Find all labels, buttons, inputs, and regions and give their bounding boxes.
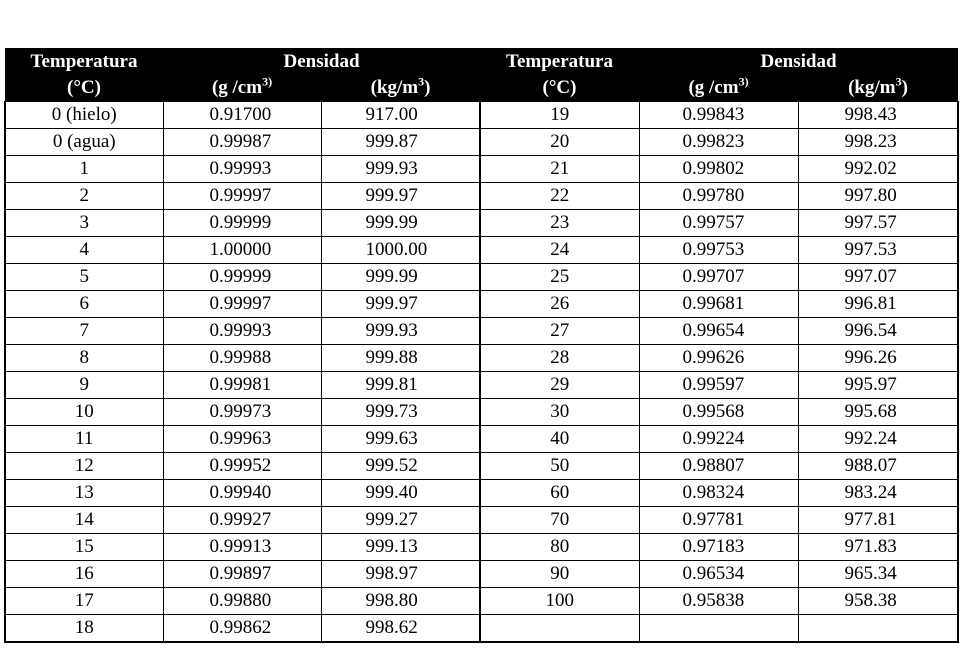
density-kgm-cell: 996.81 bbox=[798, 291, 958, 318]
density-gcm-cell: 0.99757 bbox=[639, 210, 798, 237]
temp-cell: 70 bbox=[480, 507, 639, 534]
density-gcm-cell: 0.98324 bbox=[639, 480, 798, 507]
temp-cell: 26 bbox=[480, 291, 639, 318]
temp-cell: 8 bbox=[5, 345, 163, 372]
density-kgm-cell: 999.27 bbox=[321, 507, 480, 534]
temp-cell: 7 bbox=[5, 318, 163, 345]
density-kgm-cell: 995.97 bbox=[798, 372, 958, 399]
density-kgm-cell: 998.23 bbox=[798, 129, 958, 156]
temp-cell: 25 bbox=[480, 264, 639, 291]
table-row bbox=[5, 372, 958, 399]
density-table-container bbox=[4, 48, 957, 643]
density-gcm-cell: 0.99988 bbox=[163, 345, 321, 372]
density-gcm-cell: 0.99802 bbox=[639, 156, 798, 183]
density-kgm-cell: 997.07 bbox=[798, 264, 958, 291]
density-kgm-cell: 999.81 bbox=[321, 372, 480, 399]
temp-cell: 100 bbox=[480, 588, 639, 615]
temp-cell: 15 bbox=[5, 534, 163, 561]
temp-cell: 28 bbox=[480, 345, 639, 372]
temp-cell: 12 bbox=[5, 453, 163, 480]
density-kgm-cell: 992.02 bbox=[798, 156, 958, 183]
density-kgm-cell: 998.62 bbox=[321, 615, 480, 643]
density-gcm-cell: 0.99897 bbox=[163, 561, 321, 588]
density-kgm-cell: 977.81 bbox=[798, 507, 958, 534]
table-row bbox=[5, 129, 958, 156]
density-gcm-cell: 0.99927 bbox=[163, 507, 321, 534]
table-row bbox=[5, 345, 958, 372]
density-gcm-cell: 1.00000 bbox=[163, 237, 321, 264]
density-kgm-cell: 992.24 bbox=[798, 426, 958, 453]
temp-cell: 18 bbox=[5, 615, 163, 643]
density-gcm-cell: 0.99626 bbox=[639, 345, 798, 372]
density-gcm-cell: 0.99880 bbox=[163, 588, 321, 615]
density-kgm-cell: 1000.00 bbox=[321, 237, 480, 264]
table-row bbox=[5, 183, 958, 210]
table-row bbox=[5, 480, 958, 507]
density-gcm-cell: 0.99993 bbox=[163, 156, 321, 183]
temp-cell: 14 bbox=[5, 507, 163, 534]
header-temperature-left: Temperatura bbox=[5, 48, 163, 75]
density-kgm-cell: 971.83 bbox=[798, 534, 958, 561]
temp-cell: 3 bbox=[5, 210, 163, 237]
density-gcm-cell bbox=[639, 615, 798, 643]
density-gcm-cell: 0.99973 bbox=[163, 399, 321, 426]
table-row bbox=[5, 453, 958, 480]
density-kgm-cell: 997.80 bbox=[798, 183, 958, 210]
density-kgm-cell: 995.68 bbox=[798, 399, 958, 426]
temp-cell: 21 bbox=[480, 156, 639, 183]
density-gcm-cell: 0.91700 bbox=[163, 102, 321, 129]
density-kgm-cell: 997.53 bbox=[798, 237, 958, 264]
density-kgm-cell: 998.97 bbox=[321, 561, 480, 588]
temp-cell: 90 bbox=[480, 561, 639, 588]
density-gcm-cell: 0.99913 bbox=[163, 534, 321, 561]
density-gcm-cell: 0.99224 bbox=[639, 426, 798, 453]
density-kgm-cell: 917.00 bbox=[321, 102, 480, 129]
header-temp-unit-right: (°C) bbox=[480, 75, 639, 102]
table-row bbox=[5, 615, 958, 643]
table-header bbox=[5, 48, 958, 102]
density-kgm-cell bbox=[798, 615, 958, 643]
density-gcm-cell: 0.99999 bbox=[163, 210, 321, 237]
density-gcm-cell: 0.99780 bbox=[639, 183, 798, 210]
density-gcm-cell: 0.96534 bbox=[639, 561, 798, 588]
table-row bbox=[5, 399, 958, 426]
density-gcm-cell: 0.99862 bbox=[163, 615, 321, 643]
table-row bbox=[5, 507, 958, 534]
density-kgm-cell: 999.97 bbox=[321, 291, 480, 318]
density-gcm-cell: 0.99997 bbox=[163, 291, 321, 318]
temp-cell: 4 bbox=[5, 237, 163, 264]
temp-cell: 1 bbox=[5, 156, 163, 183]
temp-cell: 0 (agua) bbox=[5, 129, 163, 156]
density-kgm-cell: 999.63 bbox=[321, 426, 480, 453]
table-row bbox=[5, 561, 958, 588]
temp-cell: 11 bbox=[5, 426, 163, 453]
temp-cell: 50 bbox=[480, 453, 639, 480]
density-kgm-cell: 999.97 bbox=[321, 183, 480, 210]
temp-cell: 2 bbox=[5, 183, 163, 210]
temp-cell: 80 bbox=[480, 534, 639, 561]
density-gcm-cell: 0.99654 bbox=[639, 318, 798, 345]
density-gcm-cell: 0.99952 bbox=[163, 453, 321, 480]
density-gcm-cell: 0.99707 bbox=[639, 264, 798, 291]
temp-cell: 6 bbox=[5, 291, 163, 318]
header-kgm-unit-left: $(kg/m^3)$ bbox=[321, 75, 480, 102]
temp-cell: 17 bbox=[5, 588, 163, 615]
temp-cell: 13 bbox=[5, 480, 163, 507]
density-kgm-cell: 996.26 bbox=[798, 345, 958, 372]
density-gcm-cell: 0.99823 bbox=[639, 129, 798, 156]
table-row bbox=[5, 102, 958, 129]
temp-cell: 16 bbox=[5, 561, 163, 588]
density-kgm-cell: 999.87 bbox=[321, 129, 480, 156]
table-row bbox=[5, 291, 958, 318]
density-kgm-cell: 999.13 bbox=[321, 534, 480, 561]
density-gcm-cell: 0.98807 bbox=[639, 453, 798, 480]
density-gcm-cell: 0.97781 bbox=[639, 507, 798, 534]
density-kgm-cell: 965.34 bbox=[798, 561, 958, 588]
density-kgm-cell: 999.88 bbox=[321, 345, 480, 372]
density-kgm-cell: 983.24 bbox=[798, 480, 958, 507]
density-kgm-cell: 999.99 bbox=[321, 264, 480, 291]
density-kgm-cell: 999.93 bbox=[321, 156, 480, 183]
table-body bbox=[5, 102, 958, 643]
table-row bbox=[5, 318, 958, 345]
density-kgm-cell: 988.07 bbox=[798, 453, 958, 480]
header-kgm-unit-right: $(kg/m^3)$ bbox=[798, 75, 958, 102]
header-temp-unit-left: (°C) bbox=[5, 75, 163, 102]
density-kgm-cell: 999.93 bbox=[321, 318, 480, 345]
density-gcm-cell: 0.95838 bbox=[639, 588, 798, 615]
density-gcm-cell: 0.99963 bbox=[163, 426, 321, 453]
temp-cell: 10 bbox=[5, 399, 163, 426]
table-row bbox=[5, 156, 958, 183]
temp-cell: 40 bbox=[480, 426, 639, 453]
density-kgm-cell: 998.43 bbox=[798, 102, 958, 129]
temp-cell: 29 bbox=[480, 372, 639, 399]
density-kgm-cell: 996.54 bbox=[798, 318, 958, 345]
header-gcm-unit-right: (g $/cm^{3)}$ bbox=[639, 75, 798, 102]
temp-cell: 22 bbox=[480, 183, 639, 210]
density-kgm-cell: 958.38 bbox=[798, 588, 958, 615]
density-kgm-cell: 999.73 bbox=[321, 399, 480, 426]
temp-cell: 30 bbox=[480, 399, 639, 426]
header-density-right: Densidad bbox=[639, 48, 958, 75]
temp-cell: 27 bbox=[480, 318, 639, 345]
table-row bbox=[5, 264, 958, 291]
density-kgm-cell: 998.80 bbox=[321, 588, 480, 615]
header-gcm-unit-left: (g $/cm^{3)}$ bbox=[163, 75, 321, 102]
temp-cell bbox=[480, 615, 639, 643]
density-gcm-cell: 0.99940 bbox=[163, 480, 321, 507]
table-row bbox=[5, 426, 958, 453]
density-gcm-cell: 0.99999 bbox=[163, 264, 321, 291]
temp-cell: 23 bbox=[480, 210, 639, 237]
density-kgm-cell: 999.52 bbox=[321, 453, 480, 480]
temp-cell: 9 bbox=[5, 372, 163, 399]
density-gcm-cell: 0.99843 bbox=[639, 102, 798, 129]
density-gcm-cell: 0.99568 bbox=[639, 399, 798, 426]
temp-cell: 24 bbox=[480, 237, 639, 264]
header-temperature-right: Temperatura bbox=[480, 48, 639, 75]
density-kgm-cell: 999.99 bbox=[321, 210, 480, 237]
temp-cell: 60 bbox=[480, 480, 639, 507]
density-kgm-cell: 999.40 bbox=[321, 480, 480, 507]
density-gcm-cell: 0.99993 bbox=[163, 318, 321, 345]
density-gcm-cell: 0.99997 bbox=[163, 183, 321, 210]
density-gcm-cell: 0.99987 bbox=[163, 129, 321, 156]
density-gcm-cell: 0.99597 bbox=[639, 372, 798, 399]
temp-cell: 19 bbox=[480, 102, 639, 129]
density-kgm-cell: 997.57 bbox=[798, 210, 958, 237]
water-density-table bbox=[4, 48, 959, 643]
header-density-left: Densidad bbox=[163, 48, 480, 75]
temp-cell: 5 bbox=[5, 264, 163, 291]
density-gcm-cell: 0.99681 bbox=[639, 291, 798, 318]
density-gcm-cell: 0.99981 bbox=[163, 372, 321, 399]
table-row bbox=[5, 534, 958, 561]
temp-cell: 20 bbox=[480, 129, 639, 156]
temp-cell: 0 (hielo) bbox=[5, 102, 163, 129]
table-row bbox=[5, 210, 958, 237]
table-row bbox=[5, 588, 958, 615]
density-gcm-cell: 0.99753 bbox=[639, 237, 798, 264]
density-gcm-cell: 0.97183 bbox=[639, 534, 798, 561]
table-row bbox=[5, 237, 958, 264]
